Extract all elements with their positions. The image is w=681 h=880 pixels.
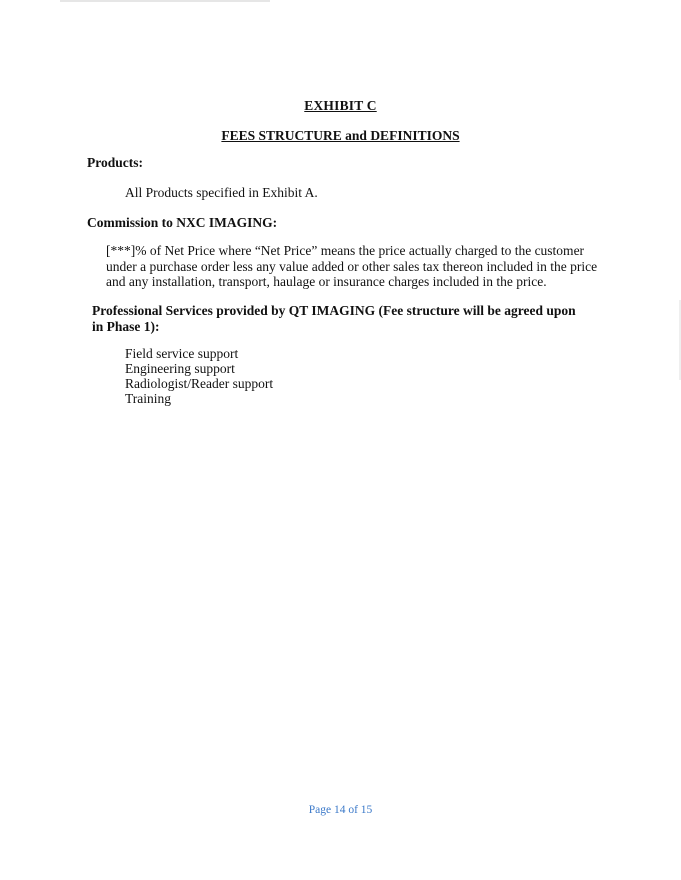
scan-artifact [60,0,270,2]
exhibit-title: EXHIBIT C [304,98,377,113]
list-item: Field service support [125,346,239,361]
list-item: Engineering support [125,361,235,376]
products-heading: Products: [87,155,143,170]
products-text: All Products specified in Exhibit A. [125,185,318,200]
list-item: Radiologist/Reader support [125,376,274,391]
page-number: Page 14 of 15 [308,804,373,816]
exhibit-subtitle: FEES STRUCTURE and DEFINITIONS [221,128,460,143]
commission-text: [***]% of Net Price where “Net Price” means the price actually charged to the customer under a purchase order less any value added or other sales tax thereon included in the price and any installation, transport, haulage or insurance charges included in the price. [106,243,598,289]
professional-services-list [125,346,273,406]
professional-services-heading: Professional Services provided by QT IMAGING (Fee structure will be agreed upon in Phase 1): [92,303,576,334]
commission-heading: Commission to NXC IMAGING: [87,215,278,230]
list-item: Training [125,391,172,406]
